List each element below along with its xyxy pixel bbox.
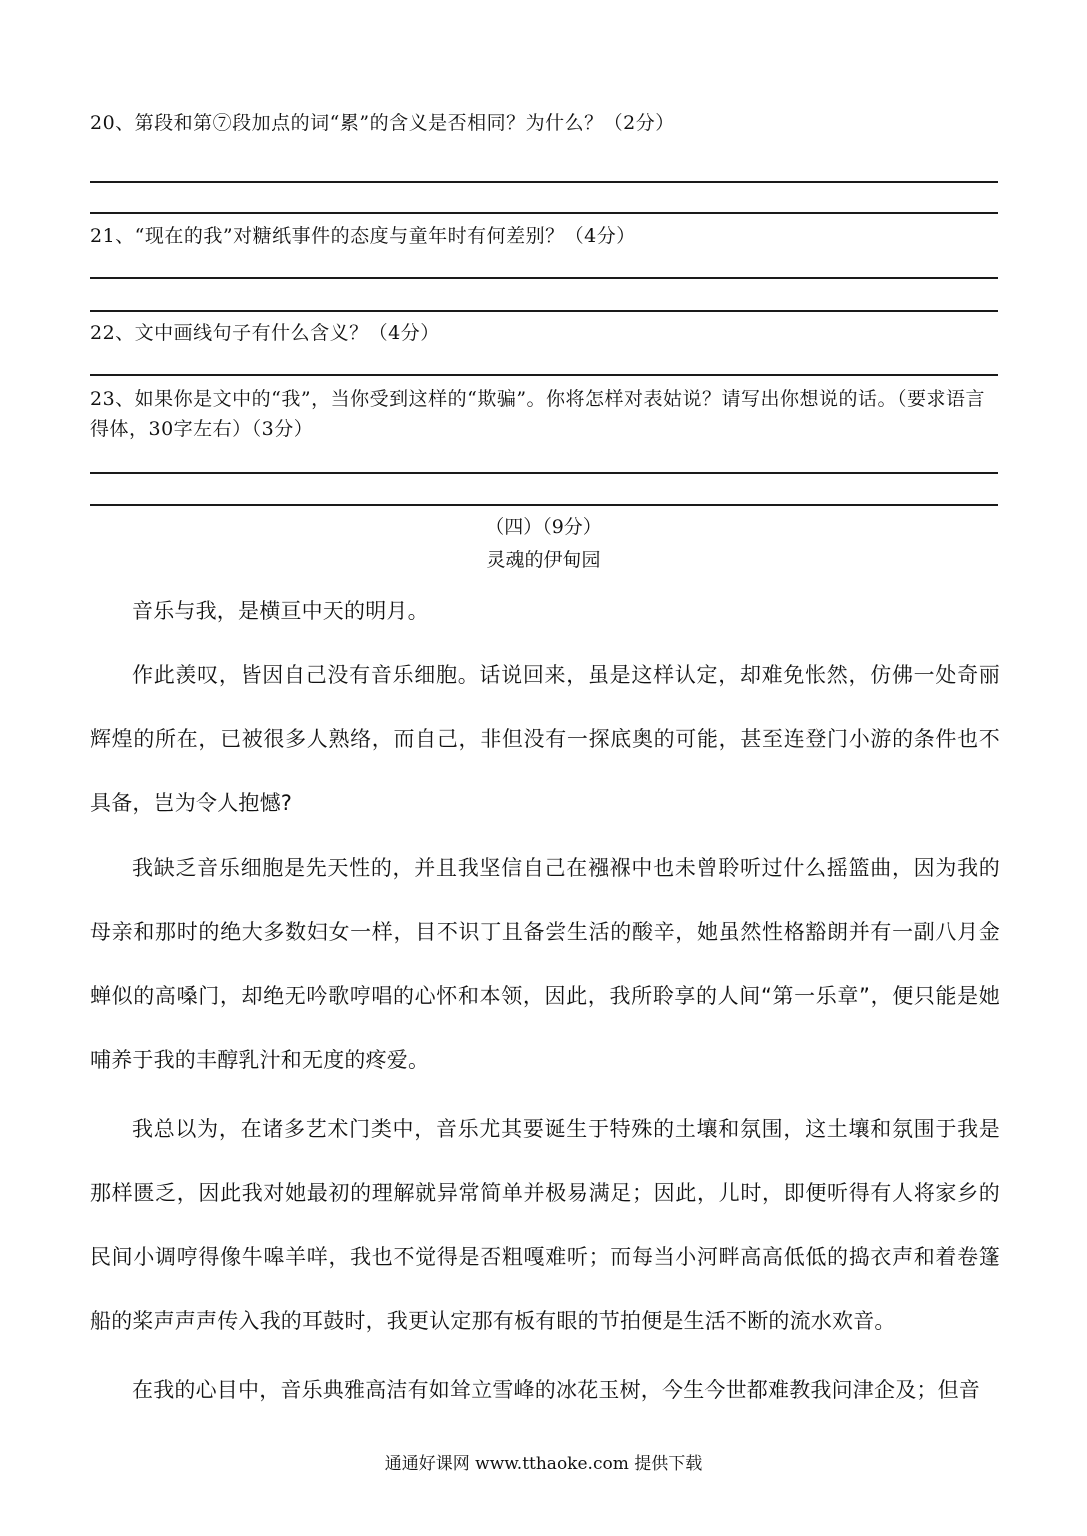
passage-paragraph: 我总以为，在诸多艺术门类中，音乐尤其要诞生于特殊的土壤和氛围，这土壤和氛围于我是那样匮乏，因此我对她最初的理解就异常简单并极易满足；因此，儿时，即便听得有人将家乡的民间小调哼得像牛嗥羊咩，我也不觉得是否粗嘎难听；而每当小河畔高高低低的捣衣声和着卷篷船的桨声声声传入我的耳鼓时，我更认定那有板有眼的节拍便是生活不断的流水欢音。 bbox=[90, 1117, 1000, 1333]
answer-line bbox=[90, 310, 998, 312]
answer-line bbox=[90, 181, 998, 183]
question-21: 21、“现在的我”对糖纸事件的态度与童年时有何差别？（4分） bbox=[90, 225, 636, 247]
passage-paragraph: 我缺乏音乐细胞是先天性的，并且我坚信自己在襁褓中也未曾聆听过什么摇篮曲，因为我的母亲和那时的绝大多数妇女一样，目不识丁且备尝生活的酸辛，她虽然性格豁朗并有一副八月金蝉似的高嗓门，却绝无吟歌哼唱的心怀和本领，因此，我所聆享的人间“第一乐章”，便只能是她哺养于我的丰醇乳汁和无度的疼爱。 bbox=[90, 856, 1000, 1072]
answer-line bbox=[90, 504, 998, 506]
question-20: 20、第段和第⑦段加点的词“累”的含义是否相同？为什么？（2分） bbox=[90, 112, 675, 134]
passage-title: 灵魂的伊甸园 bbox=[486, 549, 601, 571]
question-22: 22、文中画线句子有什么含义？（4分） bbox=[90, 322, 440, 344]
answer-line bbox=[90, 374, 998, 376]
passage-paragraph: 音乐与我，是横亘中天的明月。 bbox=[132, 599, 429, 623]
passage-paragraph: 作此羡叹，皆因自己没有音乐细胞。话说回来，虽是这样认定，却难免怅然，仿佛一处奇丽辉煌的所在，已被很多人熟络，而自己，非但没有一探底奥的可能，甚至连登门小游的条件也不具备，岂为令人抱憾? bbox=[90, 663, 1000, 815]
page-footer: 通通好课网 www.tthaoke.com 提供下载 bbox=[384, 1454, 703, 1474]
answer-line bbox=[90, 472, 998, 474]
passage-paragraph: 在我的心目中，音乐典雅高洁有如耸立雪峰的冰花玉树，今生今世都难教我问津企及；但音 bbox=[132, 1378, 980, 1402]
answer-line bbox=[90, 277, 998, 279]
answer-line bbox=[90, 212, 998, 214]
question-23: 23、如果你是文中的“我”，当你受到这样的“欺骗”。你将怎样对表姑说？请写出你想说的话。（要求语言得体，30字左右）（3分） bbox=[90, 388, 986, 440]
section-heading: （四）（9分） bbox=[485, 516, 602, 538]
